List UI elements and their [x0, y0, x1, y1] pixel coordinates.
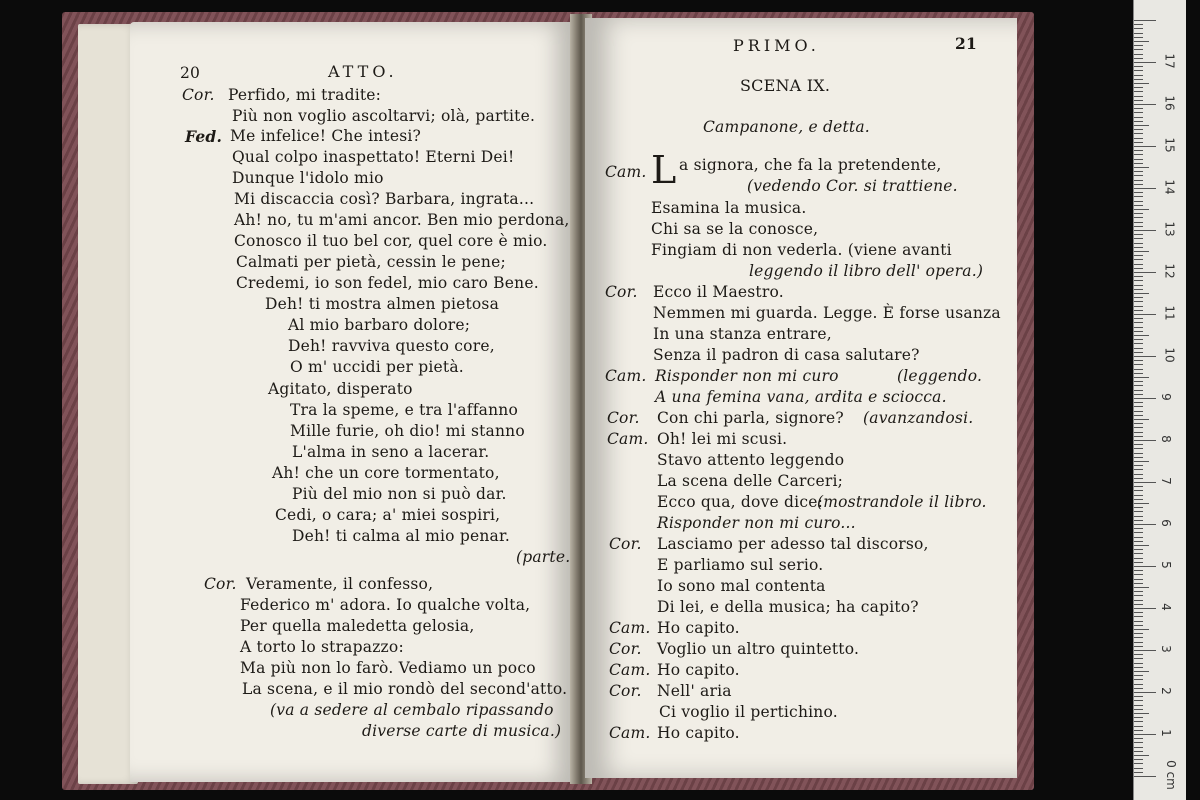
- verse-line: Ho capito.: [657, 619, 740, 637]
- verse-line: Conosco il tuo bel cor, quel core è mio.: [234, 232, 548, 250]
- speaker: Cor.: [609, 535, 642, 553]
- verse-line: Risponder non mi curo...: [657, 514, 856, 532]
- ruler-label: 6: [1158, 519, 1173, 527]
- ruler-tick: [1134, 205, 1143, 206]
- ruler-tick: [1134, 658, 1143, 659]
- ruler-tick: [1134, 667, 1143, 668]
- verse-line: Esamina la musica.: [651, 199, 807, 217]
- ruler-tick: [1134, 201, 1143, 202]
- ruler-tick: [1134, 453, 1143, 454]
- speaker: Fed.: [185, 127, 223, 146]
- verse-line: Mille furie, oh dio! mi stanno: [290, 422, 525, 440]
- ruler-tick: [1134, 583, 1143, 584]
- verse-line: La scena, e il mio rondò del second'atto.: [242, 680, 568, 698]
- ruler-label: 9: [1158, 393, 1173, 401]
- ruler-tick: [1134, 251, 1149, 252]
- verse-line: La scena delle Carceri;: [657, 472, 844, 490]
- drop-cap: L: [651, 148, 677, 192]
- stage-direction: leggendo il libro dell' opera.): [749, 262, 984, 280]
- ruler-label: 12: [1162, 263, 1177, 279]
- ruler-label: 3: [1158, 645, 1173, 653]
- verse-line: Ah! no, tu m'ami ancor. Ben mio perdona,: [234, 211, 570, 229]
- ruler-tick: [1134, 763, 1143, 764]
- ruler-tick: [1134, 83, 1149, 84]
- ruler-tick: [1134, 541, 1143, 542]
- ruler-tick: [1134, 79, 1143, 80]
- ruler-tick: [1134, 742, 1143, 743]
- verse-line: Oh! lei mi scusi.: [657, 430, 788, 448]
- ruler-tick: [1134, 629, 1149, 630]
- ruler-tick: [1134, 516, 1143, 517]
- ruler-tick: [1134, 558, 1143, 559]
- verse-line: Ho capito.: [657, 661, 740, 679]
- ruler-tick: [1134, 41, 1149, 42]
- ruler-tick: [1134, 196, 1143, 197]
- ruler-tick: [1134, 87, 1143, 88]
- ruler-tick: [1134, 142, 1143, 143]
- ruler-tick: [1134, 66, 1143, 67]
- ruler-tick: [1134, 276, 1143, 277]
- ruler-label: 11: [1162, 305, 1177, 321]
- ruler-tick: [1134, 192, 1143, 193]
- page-edges: [78, 24, 138, 784]
- ruler-tick: [1134, 37, 1143, 38]
- stage-direction: (avanzandosi.: [863, 409, 974, 427]
- ruler-label: 2: [1158, 687, 1173, 695]
- verse-line: Me infelice! Che intesi?: [230, 127, 422, 145]
- ruler-tick: [1134, 62, 1156, 63]
- ruler-tick: [1134, 369, 1143, 370]
- ruler-tick: [1134, 419, 1149, 420]
- ruler-tick: [1134, 159, 1143, 160]
- verse-line: Più del mio non si può dar.: [292, 485, 507, 503]
- ruler-tick: [1134, 138, 1143, 139]
- verse-line: Deh! ravviva questo core,: [288, 337, 495, 355]
- ruler-tick: [1134, 20, 1156, 21]
- ruler-tick: [1134, 259, 1143, 260]
- ruler-tick: [1134, 70, 1143, 71]
- verse-line: Deh! ti calma al mio penar.: [292, 527, 510, 545]
- ruler-tick: [1134, 549, 1143, 550]
- verse-line: Al mio barbaro dolore;: [288, 316, 471, 334]
- ruler-tick: [1134, 230, 1156, 231]
- verse-line: Più non voglio ascoltarvi; olà, partite.: [232, 107, 536, 125]
- ruler-tick: [1134, 474, 1143, 475]
- ruler-tick: [1134, 343, 1143, 344]
- ruler-tick: [1134, 507, 1143, 508]
- verse-line: O m' uccidi per pietà.: [290, 358, 464, 376]
- stage-direction: (parte.: [516, 548, 571, 566]
- ruler-tick: [1134, 448, 1143, 449]
- ruler-tick: [1134, 289, 1143, 290]
- ruler-tick: [1134, 457, 1143, 458]
- verse-line: A torto lo strapazzo:: [240, 638, 404, 656]
- ruler-tick: [1134, 58, 1143, 59]
- ruler-tick: [1134, 327, 1143, 328]
- speaker: Cam.: [609, 619, 651, 637]
- verse-line: Per quella maledetta gelosia,: [240, 617, 475, 635]
- verse-line: Deh! ti mostra almen pietosa: [265, 295, 500, 313]
- ruler-tick: [1134, 171, 1143, 172]
- ruler-tick: [1134, 280, 1143, 281]
- ruler-tick: [1134, 390, 1143, 391]
- ruler-tick: [1134, 108, 1143, 109]
- ruler-tick: [1134, 432, 1143, 433]
- verse-line: Calmati per pietà, cessin le pene;: [236, 253, 506, 271]
- ruler-tick: [1134, 490, 1143, 491]
- ruler-tick: [1134, 570, 1143, 571]
- ruler-tick: [1134, 188, 1156, 189]
- verse-line: Mi discaccia così? Barbara, ingrata...: [234, 190, 535, 208]
- verse-line: Fingiam di non vederla. (viene avanti: [651, 241, 952, 259]
- ruler-tick: [1134, 730, 1143, 731]
- ruler-tick: [1134, 625, 1143, 626]
- ruler-label: 0 cm: [1163, 760, 1178, 790]
- ruler-tick: [1134, 24, 1143, 25]
- verse-line: Io sono mal contenta: [657, 577, 826, 595]
- ruler-tick: [1134, 49, 1143, 50]
- ruler-tick: [1134, 637, 1143, 638]
- verse-line: Agitato, disperato: [268, 380, 413, 398]
- ruler-tick: [1134, 406, 1143, 407]
- ruler-tick: [1134, 675, 1143, 676]
- ruler-label: 14: [1162, 179, 1177, 195]
- ruler-tick: [1134, 579, 1143, 580]
- ruler-tick: [1134, 226, 1143, 227]
- left-running-head: ATTO.: [328, 62, 398, 81]
- verse-line: E parliamo sul serio.: [657, 556, 824, 574]
- ruler-tick: [1134, 528, 1143, 529]
- ruler-tick: [1134, 33, 1143, 34]
- verse-line: Senza il padron di casa salutare?: [653, 346, 920, 364]
- ruler-tick: [1134, 184, 1143, 185]
- ruler-tick: [1134, 125, 1149, 126]
- ruler-tick: [1134, 75, 1143, 76]
- ruler-tick: [1134, 436, 1143, 437]
- ruler-tick: [1134, 243, 1143, 244]
- verse-line: Ecco il Maestro.: [653, 283, 784, 301]
- ruler-tick: [1134, 100, 1143, 101]
- speaker: Cor.: [182, 86, 215, 104]
- ruler-tick: [1134, 486, 1143, 487]
- ruler-tick: [1134, 96, 1143, 97]
- verse-line: Ecco qua, dove dice:: [657, 493, 824, 511]
- ruler-tick: [1134, 499, 1143, 500]
- verse-line: Federico m' adora. Io qualche volta,: [240, 596, 531, 614]
- ruler-tick: [1134, 482, 1156, 483]
- ruler-tick: [1134, 684, 1143, 685]
- verse-line: Ma più non lo farò. Vediamo un poco: [240, 659, 536, 677]
- ruler-tick: [1134, 180, 1143, 181]
- ruler-tick: [1134, 524, 1156, 525]
- ruler-tick: [1134, 772, 1143, 773]
- ruler-tick: [1134, 255, 1143, 256]
- ruler-tick: [1134, 45, 1143, 46]
- ruler-tick: [1134, 671, 1149, 672]
- ruler-label: 10: [1162, 347, 1177, 363]
- ruler-tick: [1134, 54, 1143, 55]
- verse-line: Veramente, il confesso,: [246, 575, 434, 593]
- ruler-tick: [1134, 616, 1143, 617]
- ruler-tick: [1134, 532, 1143, 533]
- ruler-tick: [1134, 209, 1149, 210]
- ruler-tick: [1134, 415, 1143, 416]
- scene-characters: Campanone, e detta.: [703, 118, 870, 136]
- ruler-tick: [1134, 747, 1143, 748]
- verse-line: Con chi parla, signore?: [657, 409, 844, 427]
- ruler-tick: [1134, 608, 1156, 609]
- ruler-tick: [1134, 234, 1143, 235]
- verse-line: Voglio un altro quintetto.: [657, 640, 860, 658]
- ruler-tick: [1134, 721, 1143, 722]
- ruler-tick: [1134, 591, 1143, 592]
- left-page-number: 20: [180, 64, 201, 82]
- ruler-tick: [1134, 335, 1149, 336]
- ruler-tick: [1134, 272, 1156, 273]
- ruler-label: 1: [1158, 729, 1173, 737]
- ruler-tick: [1134, 331, 1143, 332]
- ruler-label: 7: [1158, 477, 1173, 485]
- ruler-tick: [1134, 574, 1143, 575]
- ruler-tick: [1134, 495, 1143, 496]
- left-page: [130, 22, 575, 782]
- ruler-tick: [1134, 650, 1156, 651]
- ruler-tick: [1134, 310, 1143, 311]
- ruler-tick: [1134, 402, 1143, 403]
- ruler-tick: [1134, 776, 1156, 777]
- right-running-head: PRIMO.: [733, 36, 820, 55]
- ruler-tick: [1134, 545, 1149, 546]
- ruler-tick: [1134, 112, 1143, 113]
- ruler-tick: [1134, 154, 1143, 155]
- speaker: Cam.: [609, 724, 651, 742]
- ruler-tick: [1134, 604, 1143, 605]
- ruler-tick: [1134, 553, 1143, 554]
- verse-line: Ci voglio il pertichino.: [659, 703, 838, 721]
- ruler-tick: [1134, 293, 1149, 294]
- ruler-tick: [1134, 28, 1143, 29]
- ruler-tick: [1134, 394, 1143, 395]
- ruler-tick: [1134, 595, 1143, 596]
- ruler-tick: [1134, 217, 1143, 218]
- ruler-tick: [1134, 360, 1143, 361]
- verse-line: In una stanza entrare,: [653, 325, 832, 343]
- stage-direction: (va a sedere al cembalo ripassando: [270, 701, 554, 719]
- speaker: Cam.: [609, 661, 651, 679]
- ruler-tick: [1134, 222, 1143, 223]
- ruler-tick: [1134, 692, 1156, 693]
- ruler-tick: [1134, 167, 1149, 168]
- ruler-tick: [1134, 146, 1156, 147]
- ruler-label: 5: [1158, 561, 1173, 569]
- ruler-tick: [1134, 469, 1143, 470]
- verse-line: A una femina vana, ardita e sciocca.: [655, 388, 947, 406]
- ruler-tick: [1134, 322, 1143, 323]
- speaker: Cor.: [607, 409, 640, 427]
- ruler-tick: [1134, 717, 1143, 718]
- verse-line: Stavo attento leggendo: [657, 451, 845, 469]
- ruler-tick: [1134, 238, 1143, 239]
- stage-direction: (vedendo Cor. si trattiene.: [747, 177, 958, 195]
- speaker: Cor.: [609, 640, 642, 658]
- ruler-label: 16: [1162, 95, 1177, 111]
- ruler-tick: [1134, 734, 1156, 735]
- ruler-tick: [1134, 117, 1143, 118]
- ruler-tick: [1134, 444, 1143, 445]
- ruler-tick: [1134, 709, 1143, 710]
- ruler-tick: [1134, 705, 1143, 706]
- ruler-tick: [1134, 163, 1143, 164]
- verse-line: Dunque l'idolo mio: [232, 169, 384, 187]
- verse-line: Perfido, mi tradite:: [228, 86, 382, 104]
- ruler-tick: [1134, 411, 1143, 412]
- verse-line: Qual colpo inaspettato! Eterni Dei!: [232, 148, 515, 166]
- measuring-ruler: [1133, 0, 1186, 800]
- ruler-tick: [1134, 427, 1143, 428]
- ruler-tick: [1134, 461, 1149, 462]
- verse-line: Lasciamo per adesso tal discorso,: [657, 535, 929, 553]
- ruler-tick: [1134, 503, 1149, 504]
- ruler-tick: [1134, 679, 1143, 680]
- ruler-tick: [1134, 377, 1149, 378]
- ruler-tick: [1134, 759, 1143, 760]
- ruler-tick: [1134, 738, 1143, 739]
- ruler-tick: [1134, 264, 1143, 265]
- ruler-label: 4: [1158, 603, 1173, 611]
- ruler-tick: [1134, 268, 1143, 269]
- ruler-tick: [1134, 642, 1143, 643]
- ruler-tick: [1134, 663, 1143, 664]
- ruler-tick: [1134, 175, 1143, 176]
- verse-line: Ah! che un core tormentato,: [272, 464, 500, 482]
- verse-line: a signora, che fa la pretendente,: [679, 156, 942, 174]
- verse-line: L'alma in seno a lacerar.: [292, 443, 490, 461]
- ruler-tick: [1134, 726, 1143, 727]
- ruler-tick: [1134, 297, 1143, 298]
- ruler-tick: [1134, 621, 1143, 622]
- ruler-tick: [1134, 364, 1143, 365]
- ruler-tick: [1134, 150, 1143, 151]
- ruler-tick: [1134, 129, 1143, 130]
- stage-direction: diverse carte di musica.): [362, 722, 562, 740]
- ruler-tick: [1134, 566, 1156, 567]
- ruler-tick: [1134, 755, 1149, 756]
- ruler-tick: [1134, 465, 1143, 466]
- ruler-tick: [1134, 314, 1156, 315]
- right-page-number: 21: [955, 34, 977, 53]
- ruler-tick: [1134, 646, 1143, 647]
- ruler-tick: [1134, 301, 1143, 302]
- ruler-label: 15: [1162, 137, 1177, 153]
- ruler-tick: [1134, 285, 1143, 286]
- verse-line: Nell' aria: [657, 682, 732, 700]
- ruler-tick: [1134, 247, 1143, 248]
- verse-line: Di lei, e della musica; ha capito?: [657, 598, 919, 616]
- ruler-label: 17: [1162, 53, 1177, 69]
- ruler-tick: [1134, 423, 1143, 424]
- ruler-tick: [1134, 133, 1143, 134]
- speaker: Cam.: [605, 163, 647, 181]
- speaker: Cor.: [605, 283, 638, 301]
- ruler-tick: [1134, 478, 1143, 479]
- ruler-tick: [1134, 306, 1143, 307]
- verse-line: Ho capito.: [657, 724, 740, 742]
- verse-line: Credemi, io son fedel, mio caro Bene.: [236, 274, 539, 292]
- scene-title: SCENA IX.: [740, 76, 831, 95]
- ruler-tick: [1134, 381, 1143, 382]
- verse-line: Tra la speme, e tra l'affanno: [290, 401, 518, 419]
- ruler-label: 13: [1162, 221, 1177, 237]
- ruler-tick: [1134, 688, 1143, 689]
- ruler-tick: [1134, 696, 1143, 697]
- ruler-tick: [1134, 654, 1143, 655]
- ruler-tick: [1134, 511, 1143, 512]
- right-page: [585, 18, 1017, 778]
- ruler-tick: [1134, 537, 1143, 538]
- ruler-tick: [1134, 612, 1143, 613]
- ruler-tick: [1134, 385, 1143, 386]
- ruler-tick: [1134, 398, 1156, 399]
- ruler-tick: [1134, 562, 1143, 563]
- ruler-tick: [1134, 373, 1143, 374]
- verse-line: Cedi, o cara; a' miei sospiri,: [275, 506, 501, 524]
- ruler-tick: [1134, 91, 1143, 92]
- ruler-tick: [1134, 768, 1143, 769]
- ruler-tick: [1134, 440, 1156, 441]
- verse-line: Nemmen mi guarda. Legge. È forse usanza: [653, 304, 1001, 322]
- ruler-tick: [1134, 104, 1156, 105]
- ruler-tick: [1134, 352, 1143, 353]
- verse-line: Risponder non mi curo: [655, 367, 839, 385]
- speaker: Cor.: [609, 682, 642, 700]
- ruler-tick: [1134, 318, 1143, 319]
- speaker: Cor.: [204, 575, 237, 593]
- ruler-tick: [1134, 213, 1143, 214]
- ruler-label: 8: [1158, 435, 1173, 443]
- ruler-tick: [1134, 751, 1143, 752]
- ruler-tick: [1134, 600, 1143, 601]
- ruler-tick: [1134, 713, 1149, 714]
- speaker: Cam.: [605, 367, 647, 385]
- ruler-tick: [1134, 339, 1143, 340]
- stage-direction: (leggendo.: [897, 367, 983, 385]
- ruler-tick: [1134, 121, 1143, 122]
- ruler-tick: [1134, 587, 1149, 588]
- speaker: Cam.: [607, 430, 649, 448]
- ruler-tick: [1134, 520, 1143, 521]
- ruler-tick: [1134, 633, 1143, 634]
- ruler-tick: [1134, 356, 1156, 357]
- ruler-tick: [1134, 700, 1143, 701]
- ruler-tick: [1134, 348, 1143, 349]
- stage-direction: (mostrandole il libro.: [817, 493, 987, 511]
- verse-line: Chi sa se la conosce,: [651, 220, 819, 238]
